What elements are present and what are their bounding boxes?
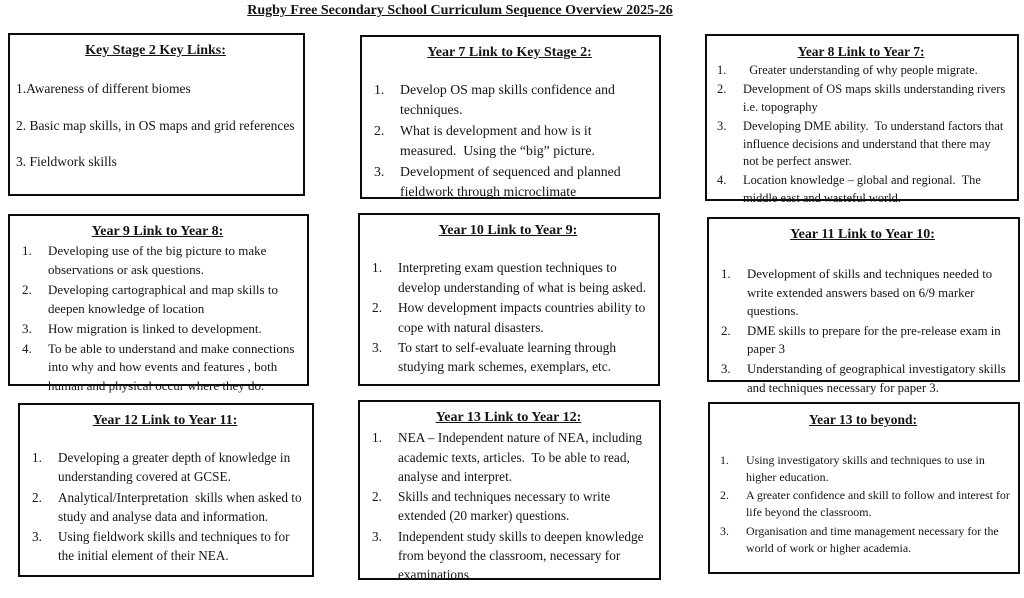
box-year8-link-year7 [705, 34, 1019, 206]
box-year13-link-year12 [358, 400, 661, 583]
list-item-number: 2. [721, 323, 731, 338]
list-item-text: Interpreting exam question techniques to develop understanding of what is being asked. [398, 260, 647, 295]
list-item-text: Developing DME ability. To understand factors that influence decisions and understand that there may not be perfect answer. [743, 118, 1007, 169]
list-item-number: 2. [372, 489, 382, 505]
list-item [713, 81, 1009, 117]
numbered-list [16, 242, 299, 396]
list-item-number: 2. [22, 281, 32, 297]
list-item [366, 428, 651, 486]
list-item-text: Development of skills and techniques needed to write extended answers based on 6/9 marker questions. [747, 267, 996, 319]
list-item [716, 452, 1010, 487]
list-item-number: 3. [374, 164, 385, 180]
list-item-text: Greater understanding of why people migrate. [743, 62, 978, 77]
list-item [366, 258, 650, 297]
list-item-text: Developing cartographical and map skills to deepen knowledge of location [48, 281, 282, 316]
list-item [713, 118, 1009, 172]
list-item-number: 3. [22, 320, 32, 336]
box-title: Year 10 Link to Year 9: [438, 223, 578, 238]
numbered-list [713, 62, 1009, 209]
list-item-number: 4. [22, 340, 32, 356]
box-key-stage-2-key-links [8, 33, 305, 196]
list-item [16, 320, 299, 339]
list-item-text: How development impacts countries ability to cope with natural disasters. [398, 300, 649, 335]
paragraph-item: 1.Awareness of different biomes [16, 81, 191, 97]
numbered-list [366, 258, 650, 377]
list-item-number: 3. [717, 118, 727, 133]
box-title: Year 12 Link to Year 11: [92, 413, 238, 428]
list-item-text: Develop OS map skills confidence and techniques. [400, 82, 619, 118]
list-item [713, 62, 1009, 80]
list-item-number: 3. [372, 528, 382, 544]
box-title: Year 8 Link to Year 7: [797, 44, 925, 59]
box-year7-link-ks2 [360, 35, 661, 199]
list-item [368, 162, 651, 202]
list-item-text: NEA – Independent nature of NEA, including academic texts, articles. To be able to read, analyse and interpret. [398, 430, 646, 484]
numbered-list [26, 448, 304, 565]
list-item-text: To start to self-evaluate learning through studying mark schemes, exemplars, etc. [398, 340, 620, 375]
paragraph-item: 2. Basic map skills, in OS maps and grid references [16, 117, 295, 133]
list-item-number: 1. [32, 450, 42, 466]
list-item-text: How migration is linked to development. [48, 320, 262, 336]
box-year9-link-year8 [8, 214, 309, 394]
list-item-text: Location knowledge – global and regional. The middle east and wasteful world. [743, 173, 984, 206]
box-title: Year 9 Link to Year 8: [91, 224, 224, 239]
list-item-text: Developing use of the big picture to make observations or ask questions. [48, 243, 270, 278]
list-item-number: 3. [372, 340, 383, 356]
list-item [715, 265, 1010, 321]
list-item-text: To be able to understand and make connections into why and how events and features , both human and physical occur where they do. [48, 340, 298, 394]
list-item [715, 360, 1010, 397]
list-item-text: Organisation and time management necessary for the world of work or higher academia. [746, 523, 1002, 555]
list-item-text: Analytical/Interpretation skills when asked to study and analyse data and information. [58, 489, 305, 524]
page-title: Rugby Free Secondary School Curriculum Sequence Overview 2025-26 [247, 3, 673, 18]
list-item [366, 527, 651, 585]
list-item-number: 1. [22, 243, 32, 259]
list-item [716, 523, 1010, 558]
list-item [366, 487, 651, 526]
list-item-number: 1. [721, 267, 731, 282]
box-title: Year 13 to beyond: [808, 412, 918, 427]
list-item-text: Developing a greater depth of knowledge in understanding covered at GCSE. [58, 450, 294, 485]
list-item [366, 338, 650, 377]
list-item-text: Understanding of geographical investigatory skills and techniques necessary for paper 3. [747, 362, 1009, 395]
list-item-number: 2. [720, 488, 729, 503]
list-item-text: What is development and how is it measured. Using the “big” picture. [400, 123, 596, 159]
list-item-number: 3. [32, 528, 42, 544]
list-item-number: 2. [372, 300, 383, 316]
list-item-number: 1. [717, 62, 727, 77]
list-item [366, 298, 650, 337]
list-item-number: 1. [720, 452, 729, 467]
box-title: Year 11 Link to Year 10: [790, 227, 935, 242]
paragraph-list [16, 79, 295, 172]
numbered-list [366, 428, 651, 584]
list-item-text: Development of OS maps skills understanding rivers i.e. topography [743, 81, 1009, 114]
numbered-list [368, 80, 651, 202]
list-item [16, 281, 299, 319]
list-item [716, 487, 1013, 522]
box-year12-link-year11 [18, 403, 314, 577]
list-item-number: 3. [720, 523, 729, 538]
list-item-number: 1. [372, 430, 382, 446]
list-item [368, 80, 651, 120]
box-title: Year 7 Link to Key Stage 2: [427, 45, 592, 60]
list-item-text: Skills and techniques necessary to write extended (20 marker) questions. [398, 489, 614, 524]
list-item [26, 488, 304, 526]
box-title: Year 13 Link to Year 12: [435, 410, 582, 425]
numbered-list [715, 265, 1010, 397]
list-item-text: A greater confidence and skill to follow and interest for life beyond the classroom. [746, 488, 1013, 520]
list-item-text: Using fieldwork skills and techniques to for the initial element of their NEA. [58, 528, 293, 563]
list-item [715, 322, 1010, 359]
box-year11-link-year10 [707, 217, 1020, 395]
list-item-number: 1. [374, 82, 385, 98]
list-item [16, 340, 299, 397]
list-item-number: 1. [372, 260, 383, 276]
list-item-text: Independent study skills to deepen knowledge from beyond the classroom, necessary for examinations [398, 528, 647, 583]
list-item-text: DME skills to prepare for the pre-release exam in paper 3 [747, 323, 1004, 357]
paragraph-item: 3. Fieldwork skills [16, 154, 117, 170]
box-year10-link-year9 [358, 213, 660, 386]
list-item [26, 448, 304, 486]
list-item-number: 2. [717, 81, 727, 96]
list-item [26, 527, 304, 565]
numbered-list [716, 452, 1013, 558]
list-item-number: 4. [717, 173, 727, 188]
list-item [713, 172, 1009, 208]
list-item-number: 2. [32, 489, 42, 505]
box-year13-to-beyond [708, 402, 1020, 574]
list-item-number: 3. [721, 362, 731, 377]
list-item-number: 2. [374, 123, 385, 139]
list-item-text: Using investigatory skills and techniques to use in higher education. [746, 452, 988, 484]
list-item [16, 242, 299, 280]
list-item [368, 121, 651, 161]
list-item-text: Development of sequenced and planned fieldwork through microclimate [400, 164, 625, 200]
box-title: Key Stage 2 Key Links: [85, 43, 226, 58]
